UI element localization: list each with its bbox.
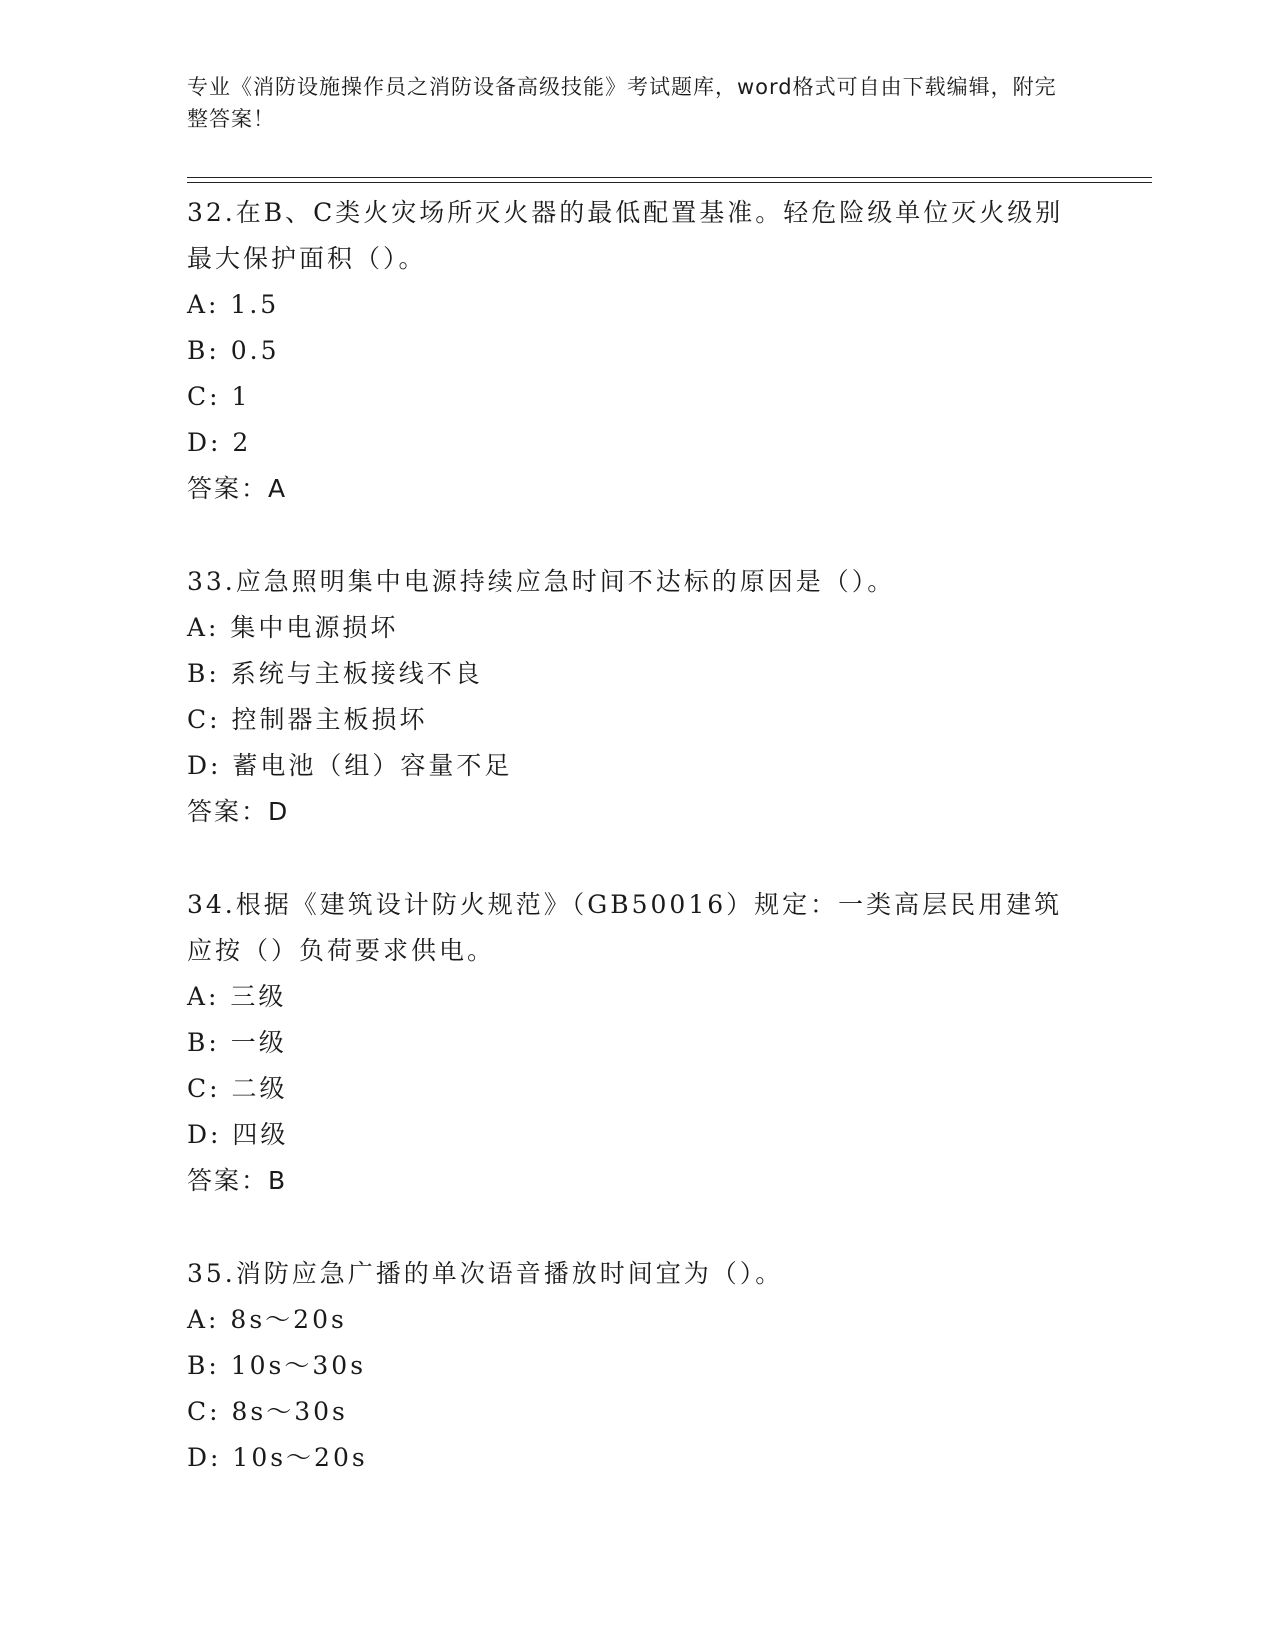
question-spacer: [187, 835, 1087, 882]
option-b: B: 系统与主板接线不良: [187, 659, 483, 688]
option-a: A: 1.5: [187, 290, 280, 319]
header-divider-bottom: [187, 182, 1152, 183]
question-spacer: [187, 512, 1087, 559]
option-a: A: 集中电源损坏: [187, 613, 399, 642]
header-divider-top: [187, 177, 1152, 178]
question-spacer: [187, 1204, 1087, 1251]
option-c: C: 8s～30s: [187, 1397, 348, 1426]
question-stem: 32.在B、C类火灾场所灭火器的最低配置基准。轻危险级单位灭火级别最大保护面积（）。: [187, 198, 1064, 273]
question-32: [187, 190, 1087, 512]
question-35: [187, 1251, 1087, 1481]
option-d: D: 四级: [187, 1120, 289, 1149]
option-b: B: 10s～30s: [187, 1351, 367, 1380]
option-d: D: 2: [187, 428, 252, 457]
question-stem: 35.消防应急广播的单次语音播放时间宜为（）。: [187, 1259, 784, 1288]
question-stem: 34.根据《建筑设计防火规范》（GB50016）规定：一类高层民用建筑应按（）负荷要求供电。: [187, 890, 1063, 965]
question-list: [187, 190, 1087, 1481]
option-b: B: 一级: [187, 1028, 287, 1057]
answer-label: 答案：B: [187, 1166, 288, 1195]
question-stem: 33.应急照明集中电源持续应急时间不达标的原因是（）。: [187, 567, 896, 596]
option-a: A: 8s～20s: [187, 1305, 347, 1334]
option-b: B: 0.5: [187, 336, 280, 365]
option-c: C: 1: [187, 382, 251, 411]
option-c: C: 二级: [187, 1074, 288, 1103]
question-34: [187, 882, 1087, 1204]
option-a: A: 三级: [187, 982, 287, 1011]
option-c: C: 控制器主板损坏: [187, 705, 428, 734]
answer-label: 答案：D: [187, 797, 290, 826]
answer-label: 答案：A: [187, 474, 288, 503]
option-d: D: 蓄电池（组）容量不足: [187, 751, 513, 780]
document-intro: 专业《消防设施操作员之消防设备高级技能》考试题库，word格式可自由下载编辑，附完整答案！: [187, 75, 1057, 131]
question-33: [187, 559, 1087, 835]
option-d: D: 10s～20s: [187, 1443, 368, 1472]
